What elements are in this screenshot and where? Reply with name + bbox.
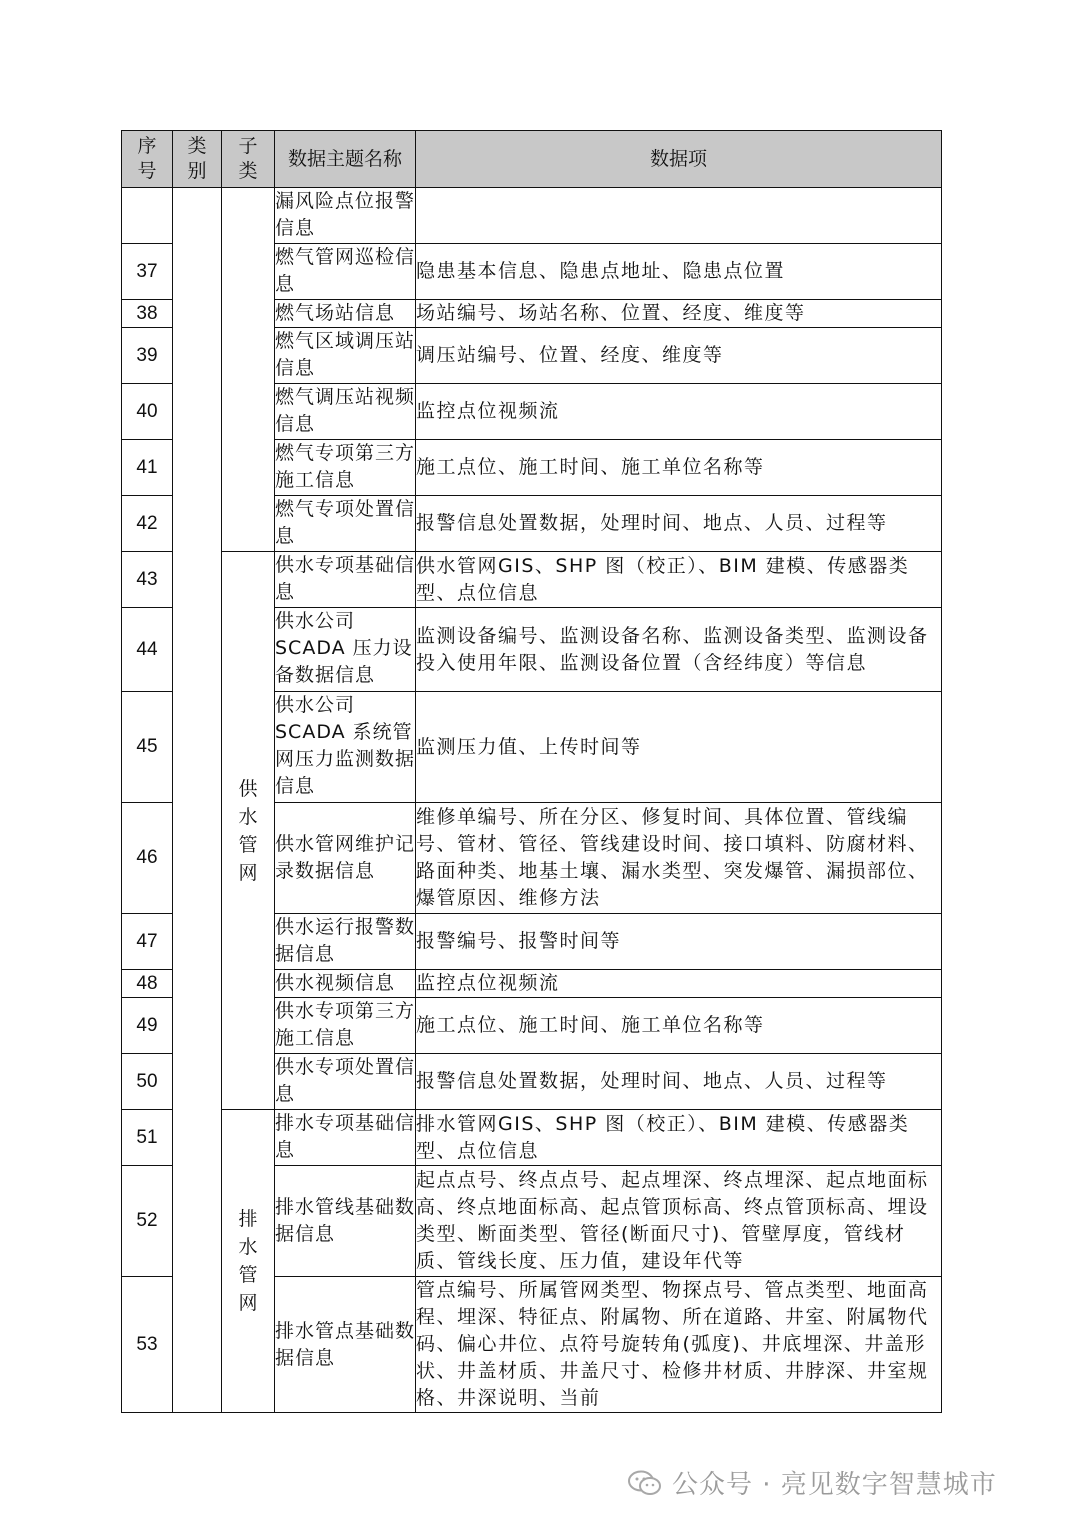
subcategory-cell-drainage: 排水管网 — [222, 1110, 275, 1413]
row-topic: 供水公司 SCADA 系统管网压力监测数据信息 — [275, 692, 416, 803]
row-number: 46 — [122, 803, 173, 914]
row-topic: 排水管线基础数据信息 — [275, 1166, 416, 1277]
header-seq: 序号 — [122, 131, 173, 188]
row-number: 53 — [122, 1277, 173, 1413]
row-items: 报警信息处置数据，处理时间、地点、人员、过程等 — [416, 496, 942, 552]
row-number: 39 — [122, 328, 173, 384]
table-row — [122, 552, 942, 608]
row-items: 施工点位、施工时间、施工单位名称等 — [416, 440, 942, 496]
row-number: 50 — [122, 1054, 173, 1110]
header-items: 数据项 — [416, 131, 942, 188]
row-number: 51 — [122, 1110, 173, 1166]
watermark — [628, 1464, 997, 1501]
row-topic: 供水运行报警数据信息 — [275, 914, 416, 970]
row-topic: 供水专项基础信息 — [275, 552, 416, 608]
row-items: 管点编号、所属管网类型、物探点号、管点类型、地面高程、埋深、特征点、附属物、所在道路、井室、附属物代码、偏心井位、点符号旋转角(弧度)、井底埋深、井盖形状、井盖材质、井盖尺寸、检修井材质、井脖深、井室规格、井深说明、当前 — [416, 1277, 942, 1413]
subcategory-cell-gas — [222, 188, 275, 552]
watermark-text: 公众号 · 亮见数字智慧城市 — [672, 1470, 997, 1500]
row-items: 施工点位、施工时间、施工单位名称等 — [416, 998, 942, 1054]
header-subcategory: 子类 — [222, 131, 275, 188]
row-topic: 供水管网维护记录数据信息 — [275, 803, 416, 914]
row-number: 52 — [122, 1166, 173, 1277]
row-topic: 燃气专项处置信息 — [275, 496, 416, 552]
row-items: 维修单编号、所在分区、修复时间、具体位置、管线编号、管材、管径、管线建设时间、接口填料、防腐材料、路面种类、地基土壤、漏水类型、突发爆管、漏损部位、爆管原因、维修方法 — [416, 803, 942, 914]
row-items: 监控点位视频流 — [416, 384, 942, 440]
row-topic: 排水专项基础信息 — [275, 1110, 416, 1166]
row-topic: 燃气场站信息 — [275, 300, 416, 328]
row-topic: 排水管点基础数据信息 — [275, 1277, 416, 1413]
row-items: 调压站编号、位置、经度、维度等 — [416, 328, 942, 384]
row-items: 监测设备编号、监测设备名称、监测设备类型、监测设备投入使用年限、监测设备位置（含经纬度）等信息 — [416, 608, 942, 692]
header-topic: 数据主题名称 — [275, 131, 416, 188]
row-items: 报警信息处置数据，处理时间、地点、人员、过程等 — [416, 1054, 942, 1110]
data-table — [121, 130, 942, 1413]
table-row — [122, 188, 942, 244]
row-number: 43 — [122, 552, 173, 608]
row-topic: 漏风险点位报警信息 — [275, 188, 416, 244]
row-items: 报警编号、报警时间等 — [416, 914, 942, 970]
row-items: 隐患基本信息、隐患点地址、隐患点位置 — [416, 244, 942, 300]
row-number — [122, 188, 173, 244]
row-items: 排水管网GIS、SHP 图（校正）、BIM 建模、传感器类型、点位信息 — [416, 1110, 942, 1166]
row-topic: 燃气管网巡检信息 — [275, 244, 416, 300]
row-number: 48 — [122, 970, 173, 998]
row-items: 监控点位视频流 — [416, 970, 942, 998]
row-topic: 供水专项处置信息 — [275, 1054, 416, 1110]
row-number: 37 — [122, 244, 173, 300]
row-number: 41 — [122, 440, 173, 496]
row-topic: 供水视频信息 — [275, 970, 416, 998]
row-topic: 供水公司 SCADA 压力设备数据信息 — [275, 608, 416, 692]
table-row — [122, 1110, 942, 1166]
row-topic: 燃气调压站视频信息 — [275, 384, 416, 440]
row-number: 44 — [122, 608, 173, 692]
row-number: 38 — [122, 300, 173, 328]
row-topic: 供水专项第三方施工信息 — [275, 998, 416, 1054]
row-items — [416, 188, 942, 244]
row-topic: 燃气专项第三方施工信息 — [275, 440, 416, 496]
row-topic: 燃气区域调压站信息 — [275, 328, 416, 384]
row-number: 45 — [122, 692, 173, 803]
row-number: 40 — [122, 384, 173, 440]
category-cell — [173, 188, 222, 1413]
wechat-icon — [628, 1470, 662, 1496]
header-category: 类别 — [173, 131, 222, 188]
row-items: 起点点号、终点点号、起点埋深、终点埋深、起点地面标高、终点地面标高、起点管顶标高、终点管顶标高、埋设类型、断面类型、管径(断面尺寸)、管壁厚度，管线材质、管线长度、压力值，建设年代等 — [416, 1166, 942, 1277]
table-header-row — [122, 131, 942, 188]
row-number: 42 — [122, 496, 173, 552]
row-number: 47 — [122, 914, 173, 970]
row-number: 49 — [122, 998, 173, 1054]
row-items: 场站编号、场站名称、位置、经度、维度等 — [416, 300, 942, 328]
row-items: 供水管网GIS、SHP 图（校正）、BIM 建模、传感器类型、点位信息 — [416, 552, 942, 608]
row-items: 监测压力值、上传时间等 — [416, 692, 942, 803]
subcategory-cell-water-supply: 供水管网 — [222, 552, 275, 1110]
